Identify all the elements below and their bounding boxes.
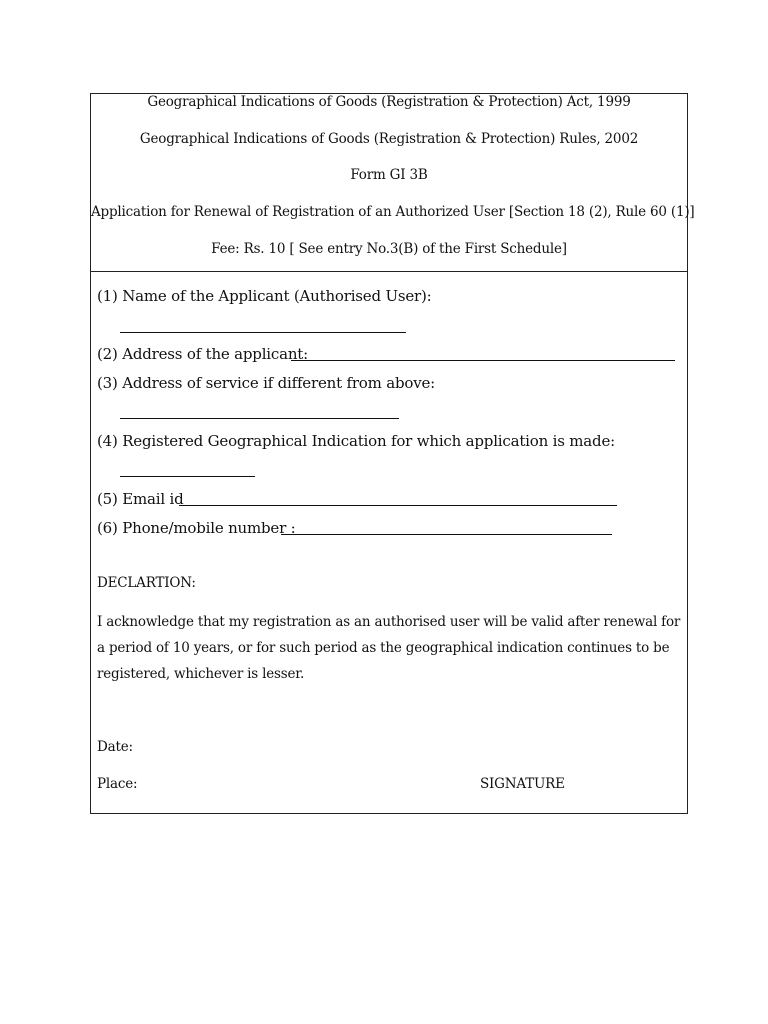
signature-label: SIGNATURE [480,776,565,792]
date-label: Date: [97,739,133,755]
declaration-text: I acknowledge that my registration as an authorised user will be valid after renewal for a period of 10 years, or for such period as the geographical indication continues to be registered, whichever is lesser. [97,614,681,682]
email-label: (5) Email id [97,490,184,508]
applicant-address-label: (2) Address of the applicant: [97,345,308,363]
applicant-address-field[interactable] [291,360,675,361]
gi-label: (4) Registered Geographical Indication for which application is made: [97,432,615,450]
phone-field[interactable] [281,534,612,535]
service-address-label: (3) Address of service if different from above: [97,374,436,392]
application-title: Application for Renewal of Registration of an Authorized User [Section 18 (2), Rule 60 (1)] [91,204,695,220]
applicant-name-field[interactable] [120,332,406,333]
gi-field[interactable] [120,476,255,477]
rules-title: Geographical Indications of Goods (Registration & Protection) Rules, 2002 [139,131,639,147]
act-title: Geographical Indications of Goods (Registration & Protection) Act, 1999 [147,94,631,110]
email-field[interactable] [179,505,617,506]
phone-label: (6) Phone/mobile number : [97,519,296,537]
declaration-heading: DECLARTION: [97,575,196,591]
fee-line: Fee: Rs. 10 [ See entry No.3(B) of the First Schedule] [211,241,567,257]
form-body [90,271,688,814]
form-number: Form GI 3B [350,167,428,183]
service-address-field[interactable] [120,418,399,419]
applicant-name-label: (1) Name of the Applicant (Authorised User): [97,287,432,305]
place-label: Place: [97,776,138,792]
form-header [90,93,695,272]
